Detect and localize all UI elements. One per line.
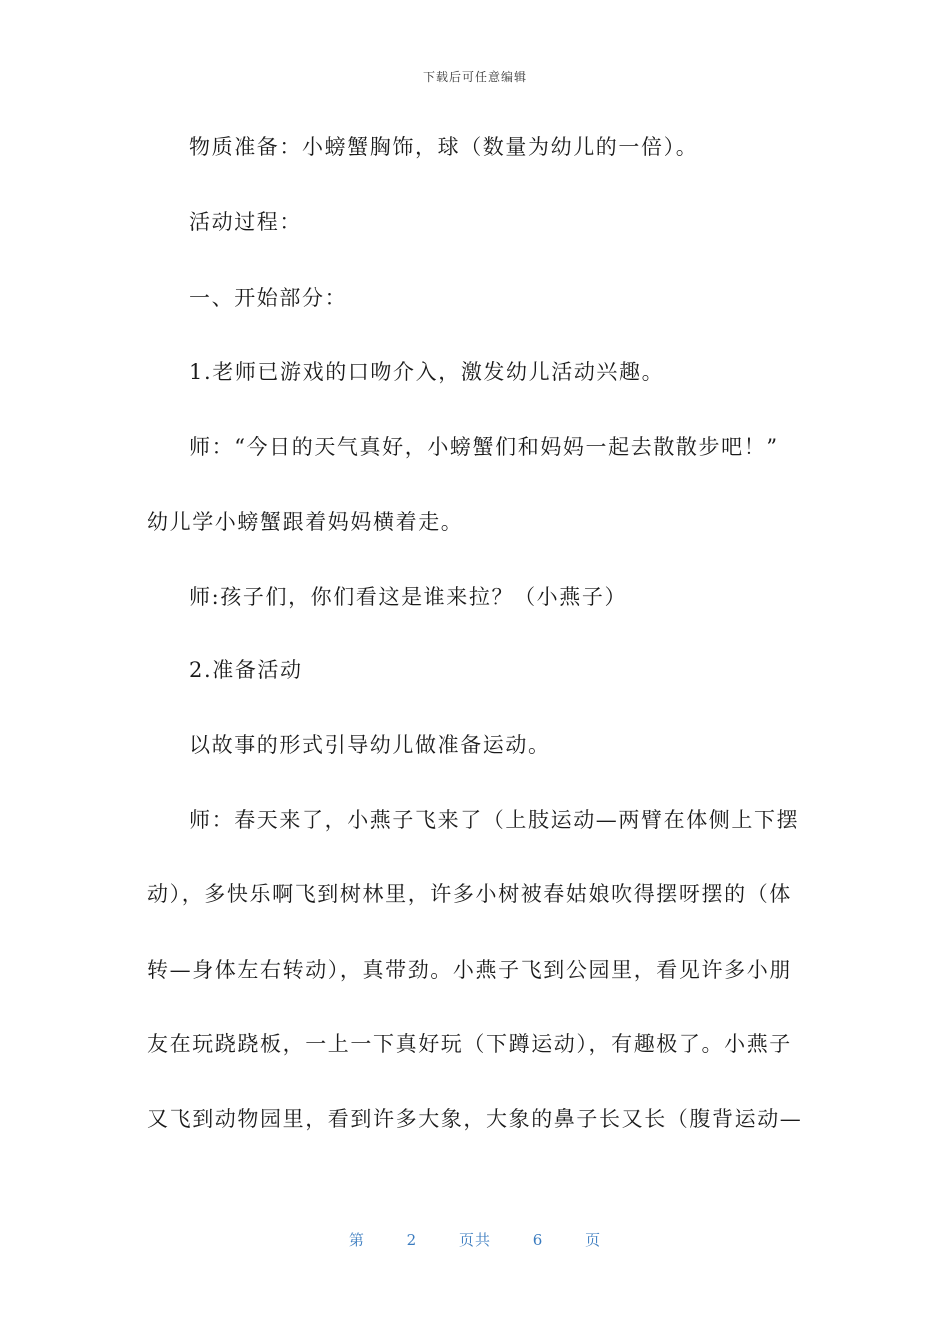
paragraph-teacher-quote-2: 师:孩子们，你们看这是谁来拉？（小燕子）: [189, 585, 628, 609]
footer-total-pages: 6: [532, 1231, 544, 1249]
footer-current-page: 2: [406, 1231, 418, 1249]
paragraph-story-line-2: 动），多快乐啊飞到树林里，许多小树被春姑娘吹得摆呀摆的（体: [147, 882, 792, 906]
page-footer: [0, 1229, 950, 1250]
footer-prefix: 第: [348, 1231, 365, 1249]
page-header: 下载后可任意编辑: [422, 70, 527, 84]
paragraph-teacher-quote-1: 师：“今日的天气真好，小螃蟹们和妈妈一起去散散步吧！”: [189, 435, 779, 459]
footer-suffix: 页: [585, 1231, 602, 1249]
paragraph-step-2: 2.准备活动: [189, 658, 303, 682]
paragraph-story-line-4: 友在玩跷跷板，一上一下真好玩（下蹲运动），有趣极了。小燕子: [147, 1032, 792, 1056]
footer-middle: 页共: [458, 1231, 491, 1249]
paragraph-story-line-5: 又飞到动物园里，看到许多大象，大象的鼻子长又长（腹背运动—: [147, 1107, 803, 1131]
paragraph-story-intro: 以故事的形式引导幼儿做准备运动。: [189, 733, 551, 757]
paragraph-materials: 物质准备：小螃蟹胸饰，球（数量为幼儿的一倍）。: [189, 135, 699, 159]
paragraph-story-line-1: 师：春天来了，小燕子飞来了（上肢运动—两臂在体侧上下摆: [189, 808, 800, 832]
section-heading-start: 一、开始部分：: [189, 286, 348, 310]
paragraph-process-heading: 活动过程：: [189, 210, 302, 234]
paragraph-children-walk: 幼儿学小螃蟹跟着妈妈横着走。: [147, 510, 464, 534]
paragraph-story-line-3: 转—身体左右转动），真带劲。小燕子飞到公园里，看见许多小朋: [147, 958, 792, 982]
paragraph-step-1: 1.老师已游戏的口吻介入，激发幼儿活动兴趣。: [189, 360, 665, 384]
